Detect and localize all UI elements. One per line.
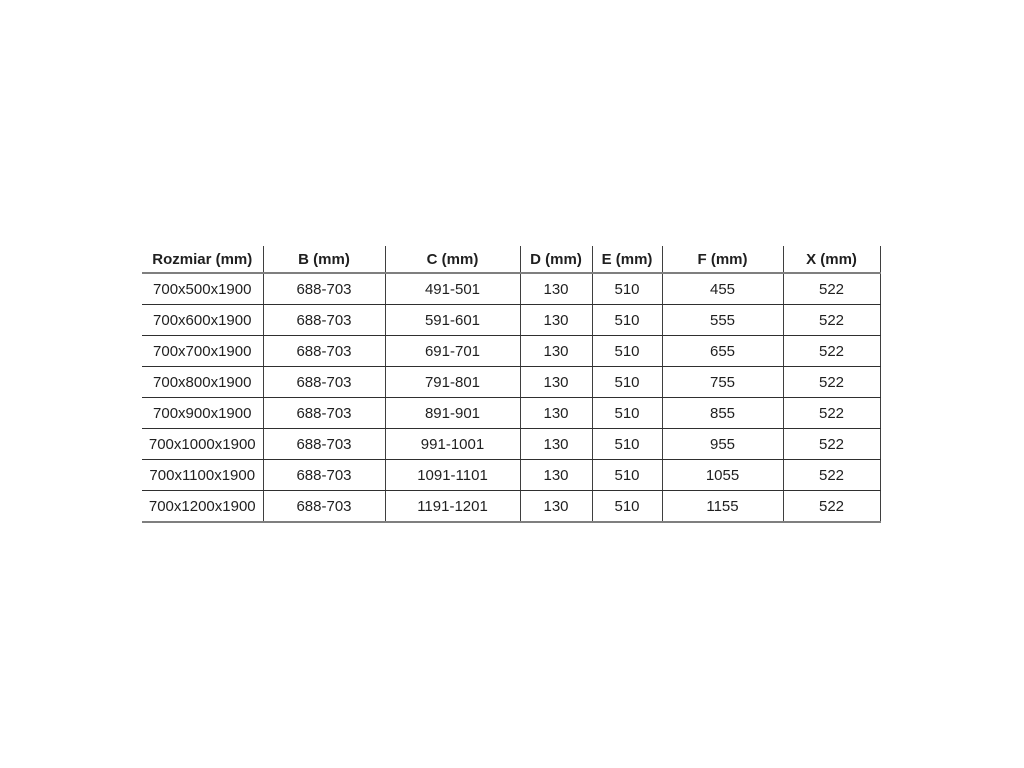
- table-cell: 510: [592, 305, 662, 336]
- table-cell: 130: [520, 367, 592, 398]
- table-cell: 700x1200x1900: [142, 491, 263, 523]
- table-cell: 688-703: [263, 336, 385, 367]
- table-cell: 510: [592, 336, 662, 367]
- table-row: [142, 429, 880, 460]
- table-cell: 700x1100x1900: [142, 460, 263, 491]
- column-header-c: C (mm): [385, 246, 520, 273]
- table-row: [142, 336, 880, 367]
- table-header: [142, 246, 880, 273]
- column-header-e: E (mm): [592, 246, 662, 273]
- table-body: [142, 273, 880, 522]
- table-cell: 688-703: [263, 491, 385, 523]
- table-cell: 455: [662, 273, 783, 305]
- table-cell: 130: [520, 398, 592, 429]
- table-cell: 522: [783, 336, 880, 367]
- table-cell: 700x500x1900: [142, 273, 263, 305]
- table-cell: 755: [662, 367, 783, 398]
- table-cell: 700x1000x1900: [142, 429, 263, 460]
- table-cell: 791-801: [385, 367, 520, 398]
- column-header-f: F (mm): [662, 246, 783, 273]
- table-cell: 491-501: [385, 273, 520, 305]
- table-row: [142, 305, 880, 336]
- table-cell: 522: [783, 429, 880, 460]
- table-cell: 691-701: [385, 336, 520, 367]
- table-cell: 655: [662, 336, 783, 367]
- table-cell: 1055: [662, 460, 783, 491]
- column-header-b: B (mm): [263, 246, 385, 273]
- header-row: [142, 246, 880, 273]
- table-cell: 688-703: [263, 398, 385, 429]
- table-cell: 130: [520, 491, 592, 523]
- table-cell: 955: [662, 429, 783, 460]
- table-cell: 891-901: [385, 398, 520, 429]
- table-cell: 700x600x1900: [142, 305, 263, 336]
- table-cell: 700x700x1900: [142, 336, 263, 367]
- column-header-rozmiar: Rozmiar (mm): [142, 246, 263, 273]
- table-cell: 855: [662, 398, 783, 429]
- table-cell: 130: [520, 273, 592, 305]
- table-cell: 510: [592, 273, 662, 305]
- table-cell: 130: [520, 336, 592, 367]
- table-cell: 688-703: [263, 429, 385, 460]
- table-row: [142, 273, 880, 305]
- table-cell: 991-1001: [385, 429, 520, 460]
- table-cell: 510: [592, 367, 662, 398]
- table-cell: 522: [783, 460, 880, 491]
- column-header-d: D (mm): [520, 246, 592, 273]
- table-row: [142, 460, 880, 491]
- table-cell: 688-703: [263, 367, 385, 398]
- table-cell: 1091-1101: [385, 460, 520, 491]
- table-cell: 688-703: [263, 305, 385, 336]
- table-row: [142, 491, 880, 523]
- table-cell: 130: [520, 305, 592, 336]
- table-cell: 510: [592, 398, 662, 429]
- table-cell: 522: [783, 398, 880, 429]
- table-cell: 522: [783, 305, 880, 336]
- dimensions-table: [142, 246, 881, 523]
- table-row: [142, 398, 880, 429]
- table-cell: 700x800x1900: [142, 367, 263, 398]
- table-cell: 1191-1201: [385, 491, 520, 523]
- table-cell: 522: [783, 273, 880, 305]
- table-cell: 522: [783, 491, 880, 523]
- table-cell: 510: [592, 429, 662, 460]
- table-cell: 1155: [662, 491, 783, 523]
- column-header-x: X (mm): [783, 246, 880, 273]
- table-cell: 130: [520, 429, 592, 460]
- table-cell: 555: [662, 305, 783, 336]
- table-cell: 522: [783, 367, 880, 398]
- table-cell: 510: [592, 491, 662, 523]
- table-cell: 130: [520, 460, 592, 491]
- table-cell: 688-703: [263, 460, 385, 491]
- table-cell: 591-601: [385, 305, 520, 336]
- table-cell: 688-703: [263, 273, 385, 305]
- table-row: [142, 367, 880, 398]
- table-cell: 700x900x1900: [142, 398, 263, 429]
- table-cell: 510: [592, 460, 662, 491]
